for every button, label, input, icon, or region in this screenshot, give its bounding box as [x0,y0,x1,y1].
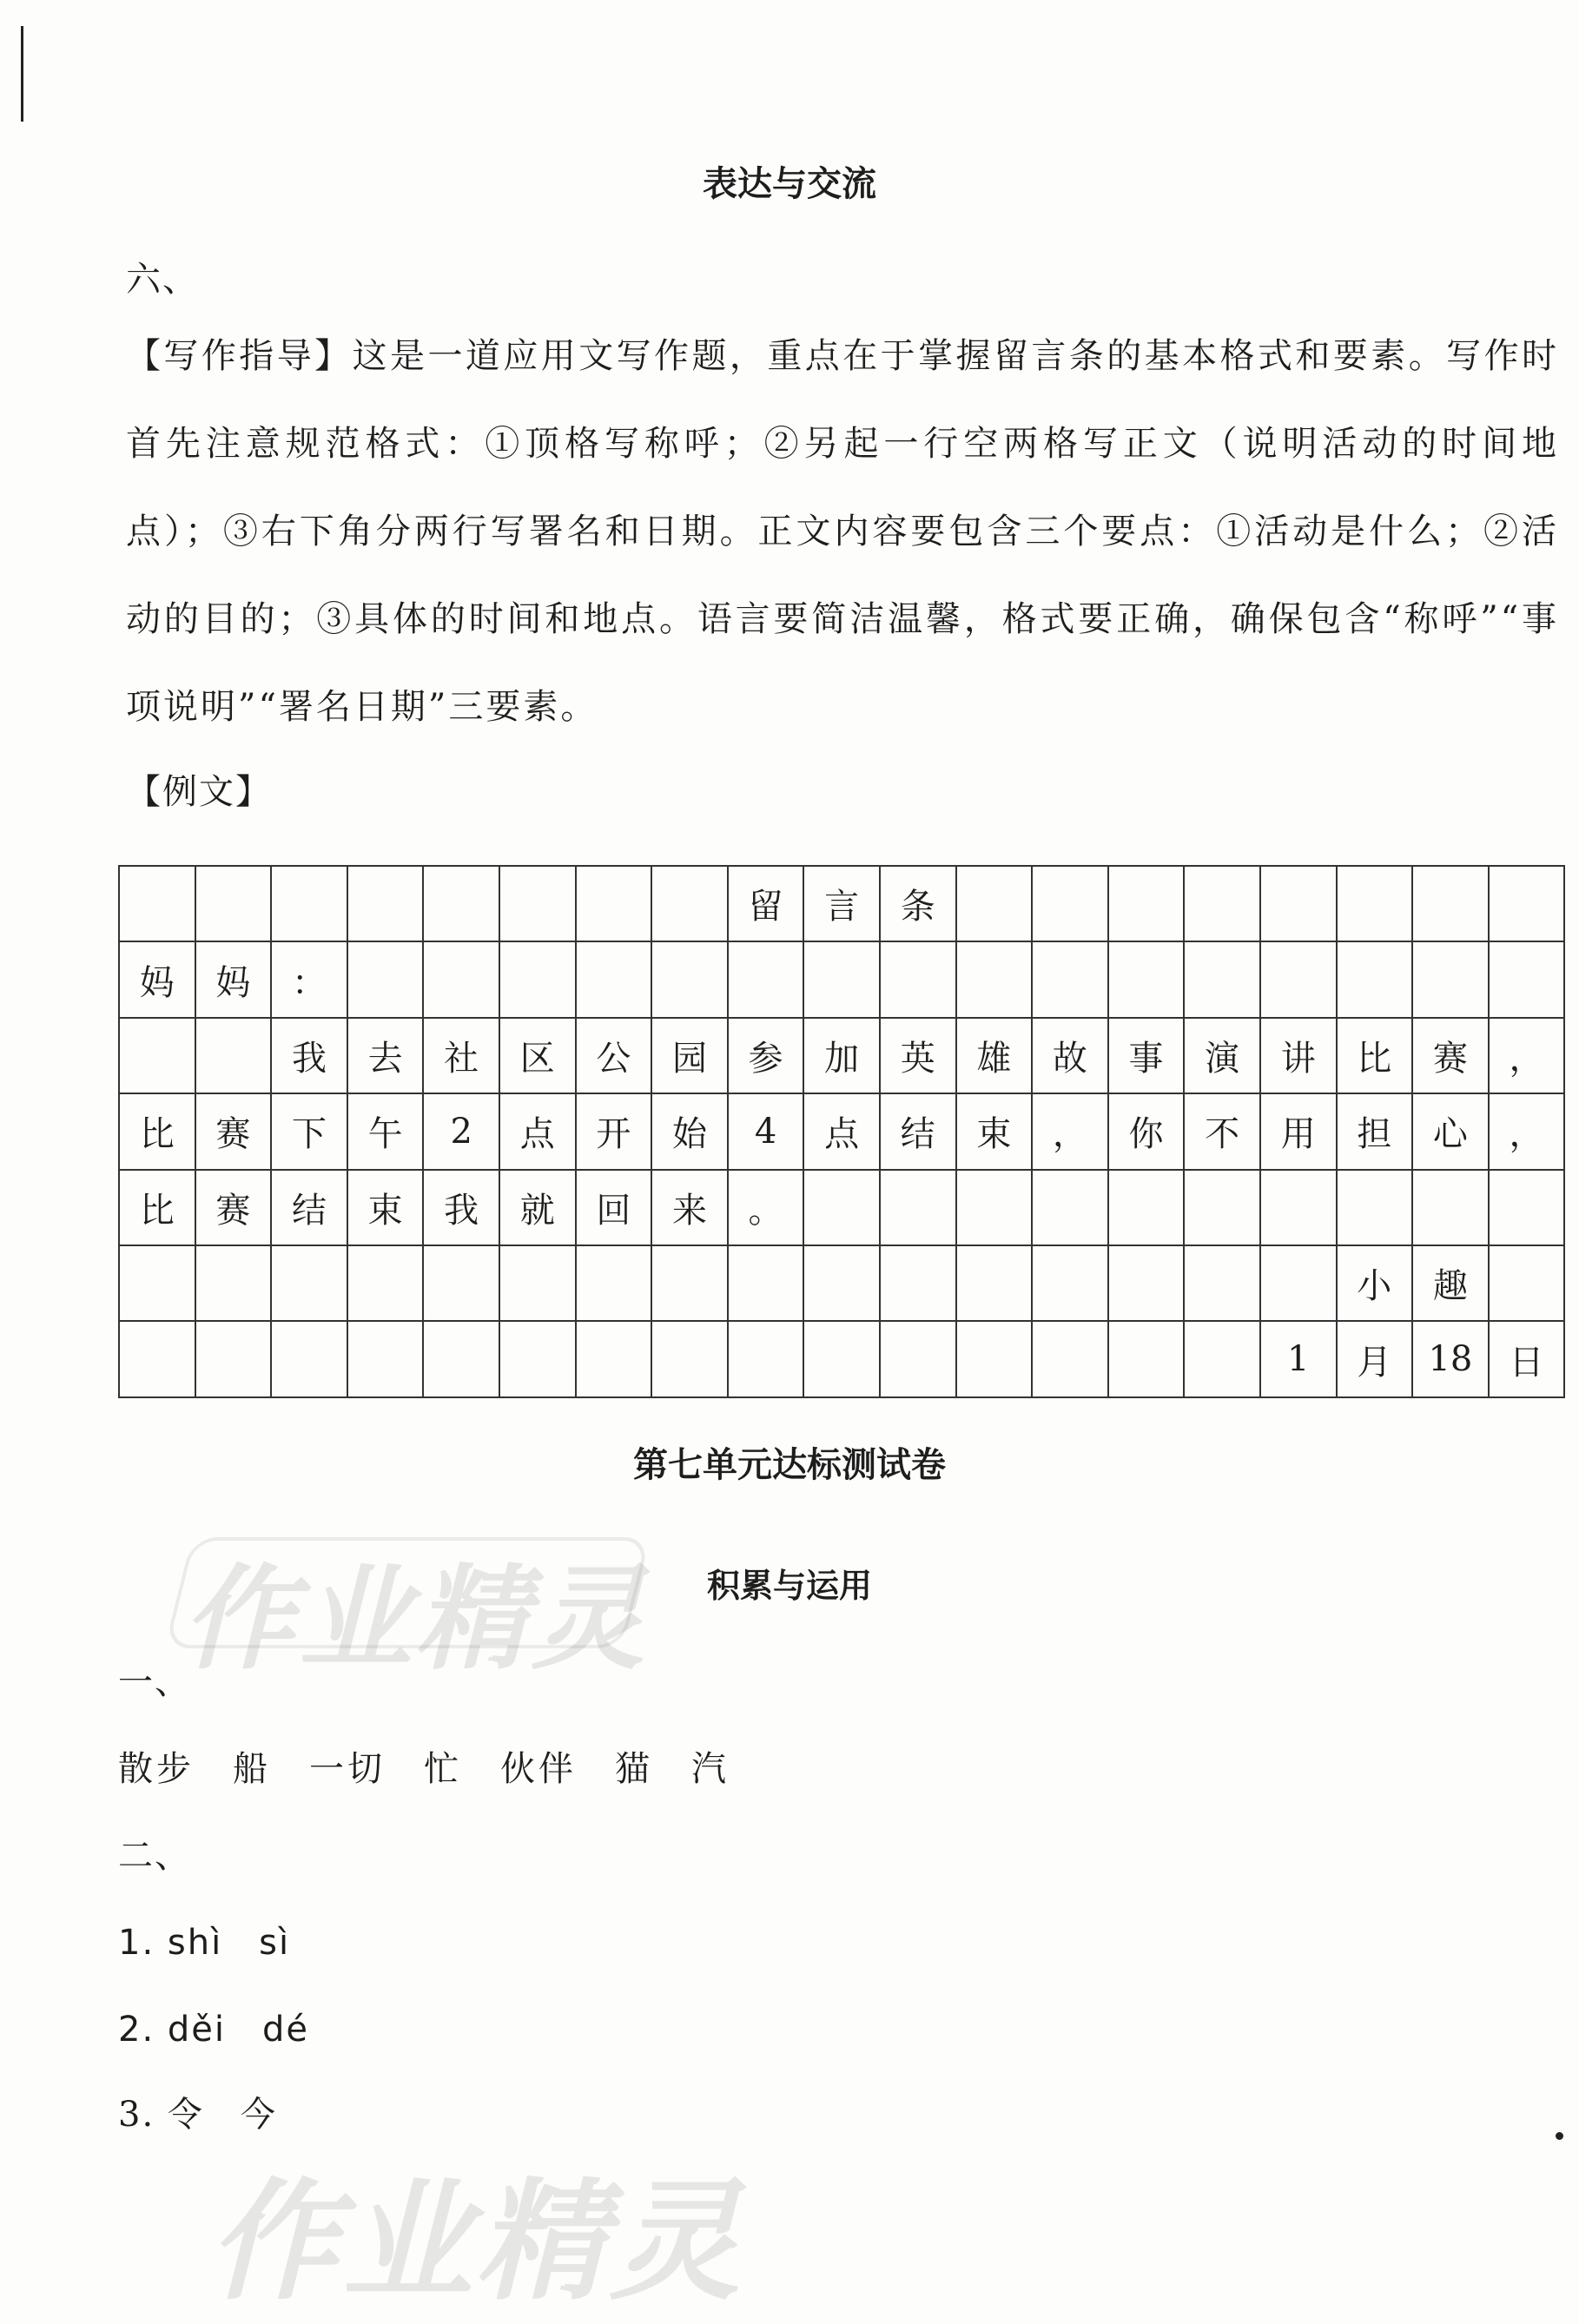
grid-cell [1032,941,1108,1017]
grid-cell: 社 [423,1018,499,1093]
grid-row [119,1321,1564,1396]
question-2-item-2: 2. děi dé [118,2010,309,2050]
grid-cell [1032,1245,1108,1321]
grid-cell [1412,941,1489,1017]
grid-cell [1184,866,1260,941]
grid-cell [1260,866,1337,941]
grid-cell [880,1170,956,1245]
grid-cell [1032,866,1108,941]
grid-cell [651,1245,728,1321]
grid-cell [195,1018,272,1093]
grid-cell [880,1245,956,1321]
grid-cell [499,1245,576,1321]
writing-guide-paragraph: 【写作指导】这是一道应用文写作题，重点在于掌握留言条的基本格式和要素。写作时首先注意规范格式：①顶格写称呼；②另起一行空两格写正文（说明活动的时间地点）；③右下角分两行写署名和日期。正文内容要包含三个要点：①活动是什么；②活动的目的；③具体的时间和地点。语言要简洁温馨，格式要正确，确保包含“称呼”“事项说明”“署名日期”三要素。 [126,336,1559,727]
watermark-logo: 作业精灵 [182,1553,649,1685]
grid-cell [1337,866,1413,941]
grid-cell: 4 [728,1093,804,1169]
question-2-item-3: 3. 令 今 [118,2095,277,2135]
grid-row [119,1018,1564,1093]
grid-cell [119,866,195,941]
grid-cell [1108,1321,1185,1396]
grid-row [119,866,1564,941]
grid-cell [195,866,272,941]
grid-cell [1489,1245,1565,1321]
grid-cell: 始 [651,1093,728,1169]
grid-cell [1337,941,1413,1017]
grid-cell: 束 [956,1093,1033,1169]
grid-cell [499,941,576,1017]
grid-cell: 雄 [956,1018,1033,1093]
grid-cell: 参 [728,1018,804,1093]
grid-cell: 束 [347,1170,424,1245]
grid-cell [1337,1170,1413,1245]
grid-cell [271,866,347,941]
grid-cell [423,941,499,1017]
grid-cell [576,1245,652,1321]
grid-cell [1489,866,1565,941]
grid-cell [1108,866,1185,941]
grid-cell [195,1321,272,1396]
grid-cell: 英 [880,1018,956,1093]
grid-cell [651,866,728,941]
grid-cell: 月 [1337,1321,1413,1396]
question-2-label: 二、 [118,1836,191,1876]
grid-cell [1184,1170,1260,1245]
grid-cell: 条 [880,866,956,941]
grid-cell [119,1321,195,1396]
grid-cell: 赛 [1412,1018,1489,1093]
grid-cell: 你 [1108,1093,1185,1169]
grid-cell [803,1170,880,1245]
grid-cell [1108,1245,1185,1321]
grid-cell [499,866,576,941]
grid-cell: 午 [347,1093,424,1169]
grid-cell [1489,1170,1565,1245]
grid-cell: 就 [499,1170,576,1245]
grid-cell: 回 [576,1170,652,1245]
grid-cell [728,1321,804,1396]
grid-cell: 留 [728,866,804,941]
grid-cell [956,1321,1033,1396]
grid-cell [728,1245,804,1321]
grid-cell: 比 [1337,1018,1413,1093]
grid-cell: 讲 [1260,1018,1337,1093]
grid-cell [1412,866,1489,941]
grid-cell: 18 [1412,1321,1489,1396]
grid-cell [1184,1245,1260,1321]
grid-cell [1260,1170,1337,1245]
grid-cell [347,866,424,941]
grid-cell [880,941,956,1017]
section-title-expression: 表达与交流 [703,164,876,204]
grid-cell: ， [1489,1018,1565,1093]
grid-cell [956,1245,1033,1321]
grid-cell [880,1321,956,1396]
grid-cell: 开 [576,1093,652,1169]
grid-cell: 演 [1184,1018,1260,1093]
grid-cell: ， [1489,1093,1565,1169]
grid-cell [651,1321,728,1396]
grid-cell: 小 [1337,1245,1413,1321]
grid-cell [119,1245,195,1321]
grid-cell: 点 [803,1093,880,1169]
grid-cell [1489,941,1565,1017]
question-6-label: 六、 [126,260,199,300]
grid-cell: 赛 [195,1170,272,1245]
grid-cell [347,1245,424,1321]
grid-cell: 园 [651,1018,728,1093]
grid-cell [956,1170,1033,1245]
grid-cell: 妈 [195,941,272,1017]
grid-cell: 。 [728,1170,804,1245]
grid-cell: ， [1032,1093,1108,1169]
grid-cell [423,1245,499,1321]
grid-cell: 事 [1108,1018,1185,1093]
grid-cell: 区 [499,1018,576,1093]
grid-cell [1184,1321,1260,1396]
grid-row [119,1245,1564,1321]
grid-cell: 我 [271,1018,347,1093]
question-1-label: 一、 [118,1662,191,1702]
grid-cell: ： [271,941,347,1017]
grid-cell [576,866,652,941]
grid-cell: 日 [1489,1321,1565,1396]
grid-cell [956,866,1033,941]
grid-cell [651,941,728,1017]
grid-cell: 心 [1412,1093,1489,1169]
grid-cell: 故 [1032,1018,1108,1093]
grid-row [119,1170,1564,1245]
grid-cell [803,941,880,1017]
grid-cell: 下 [271,1093,347,1169]
grid-cell [1108,941,1185,1017]
grid-cell: 用 [1260,1093,1337,1169]
grid-cell: 比 [119,1170,195,1245]
grid-cell [803,1245,880,1321]
grid-cell [956,941,1033,1017]
grid-cell: 妈 [119,941,195,1017]
question-1-answer: 散步 船 一切 忙 伙伴 猫 汽 [118,1749,730,1789]
grid-cell [423,866,499,941]
grid-cell [1032,1170,1108,1245]
grid-cell: 2 [423,1093,499,1169]
grid-cell: 我 [423,1170,499,1245]
grid-cell: 担 [1337,1093,1413,1169]
grid-cell [499,1321,576,1396]
grid-cell [576,941,652,1017]
grid-cell [271,1245,347,1321]
unit-test-title: 第七单元达标测试卷 [633,1445,946,1485]
grid-cell: 结 [880,1093,956,1169]
grid-cell: 趣 [1412,1245,1489,1321]
grid-row [119,1093,1564,1169]
grid-cell: 加 [803,1018,880,1093]
grid-cell [1412,1170,1489,1245]
question-2-item-1: 1. shì sì [118,1923,291,1963]
grid-cell [1032,1321,1108,1396]
section-title-accumulate: 积累与运用 [706,1567,872,1605]
composition-grid [118,865,1565,1398]
grid-cell: 公 [576,1018,652,1093]
grid-cell [728,941,804,1017]
corner-dot [1556,2132,1563,2140]
grid-cell [1184,941,1260,1017]
grid-cell [1260,941,1337,1017]
grid-cell [1260,1245,1337,1321]
grid-cell [1108,1170,1185,1245]
grid-cell [271,1321,347,1396]
grid-cell: 来 [651,1170,728,1245]
grid-row [119,941,1564,1017]
grid-cell: 言 [803,866,880,941]
grid-cell [803,1321,880,1396]
grid-cell: 点 [499,1093,576,1169]
grid-cell [347,1321,424,1396]
grid-cell: 去 [347,1018,424,1093]
grid-cell: 不 [1184,1093,1260,1169]
example-label: 【例文】 [126,772,272,812]
grid-cell [195,1245,272,1321]
grid-cell: 赛 [195,1093,272,1169]
grid-cell [423,1321,499,1396]
watermark-logo-bottom: 作业精灵 [208,2167,744,2318]
page-edge-line [21,26,23,122]
grid-cell: 1 [1260,1321,1337,1396]
grid-cell: 结 [271,1170,347,1245]
grid-cell: 比 [119,1093,195,1169]
grid-cell [576,1321,652,1396]
grid-cell [347,941,424,1017]
grid-cell [119,1018,195,1093]
